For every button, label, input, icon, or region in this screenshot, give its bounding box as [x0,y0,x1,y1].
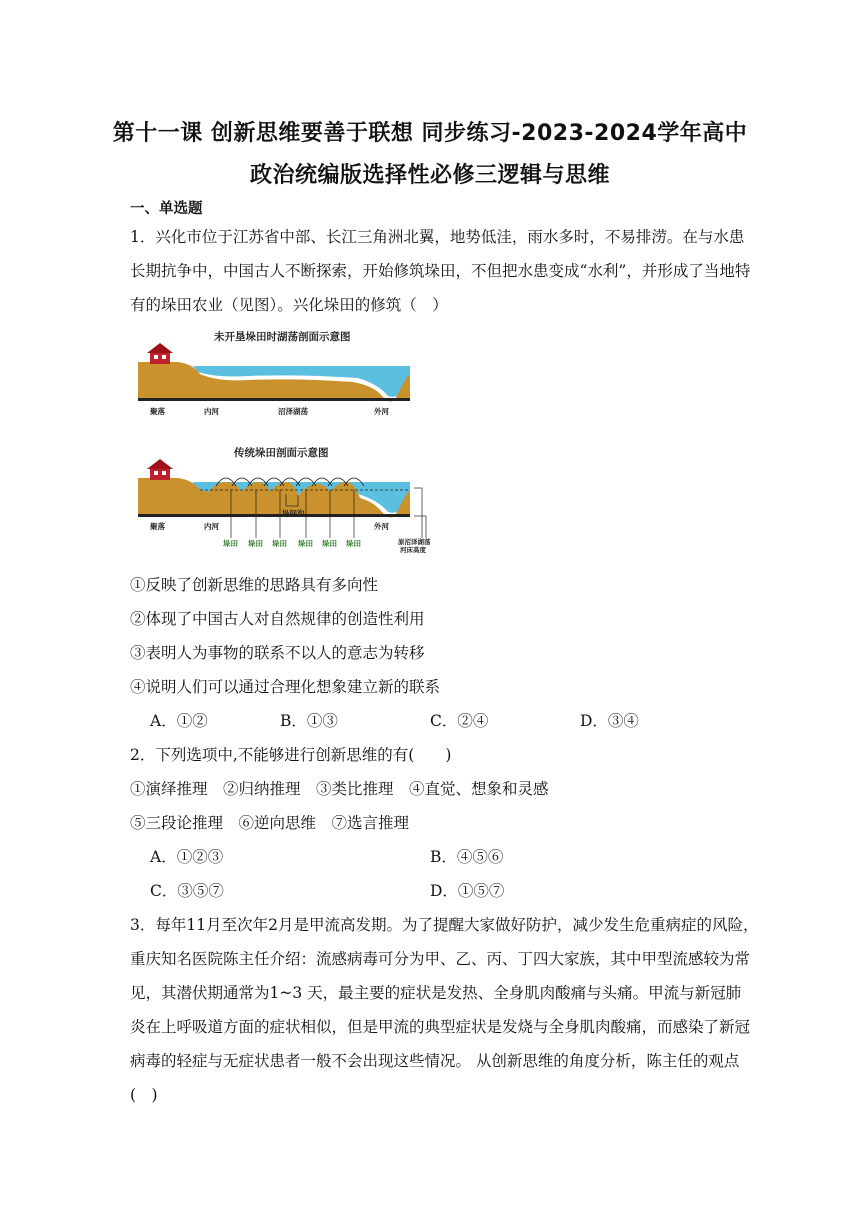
ditch-label: 垛间沟 [282,509,305,518]
bottom-label-settlement: 聚落 [150,522,165,531]
q3-stem-line-4: 炎在上呼吸道方面的症状相似，但是甲流的典型症状是发烧与全身肌肉酸痛，而感染了新冠 [130,1018,751,1036]
section-heading: 一、单选题 [130,201,203,217]
q2-option-c[interactable]: C．③⑤⑦ [150,882,224,900]
bottom-label-inner-river: 内河 [204,522,219,531]
house-icon [147,459,173,480]
side-label-line-2: 河床高度 [400,546,426,554]
q2-statement-line-2: ⑤三段论推理 ⑥逆向思维 ⑦选言推理 [130,814,410,832]
q3-stem-line-5: 病毒的轻症与无症状患者一般不会出现这些情况。 从创新思维的角度分析，陈主任的观点 [130,1052,740,1070]
document-title-line-2: 政治统编版选择性必修三逻辑与思维 [249,163,610,188]
figure-duotian-cross-section [138,442,458,554]
q3-stem-line-2: 重庆知名医院陈主任介绍：流感病毒可分为甲、乙、丙、丁四大家族，其中甲型流感较为常 [130,950,751,968]
field-label-5: 垛田 [322,539,337,548]
q1-statement-3: ③表明人为事物的联系不以人的意志为转移 [130,644,425,662]
figure-untilled-lake-cross-section [138,326,438,422]
side-label-line-1: 原沼泽湖荡 [398,538,431,546]
bottom-baseline [138,514,410,517]
q3-stem-line-1: 3．每年11月至次年2月是甲流高发期。为了提醒大家做好防护，减少发生危重病症的风险， [130,916,759,934]
figure-bottom-caption: 传统垛田剖面示意图 [234,447,329,459]
q1-option-a[interactable]: A．①② [150,712,208,730]
q1-option-b[interactable]: B．①③ [280,712,338,730]
q3-stem-line-6: ( ) [130,1086,158,1104]
top-label-marsh-lake: 沼泽湖荡 [278,407,308,416]
q1-statement-1: ①反映了创新思维的思路具有多向性 [130,576,379,594]
q1-statement-4: ④说明人们可以通过合理化想象建立新的联系 [130,678,441,696]
q1-stem-line-3: 有的垛田农业（见图）。兴化垛田的修筑（ ） [130,296,448,314]
q2-option-b[interactable]: B．④⑤⑥ [430,848,504,866]
top-baseline [138,398,410,401]
house-icon [147,343,173,364]
top-label-inner-river: 内河 [204,407,219,416]
q1-statement-2: ②体现了中国古人对自然规律的创造性利用 [130,610,425,628]
q1-option-c[interactable]: C．②④ [430,712,489,730]
field-label-2: 垛田 [248,539,263,548]
q2-option-d[interactable]: D．①⑤⑦ [430,882,505,900]
figure-top-caption: 未开垦垛田时湖荡剖面示意图 [214,331,351,343]
bottom-label-outer-river: 外河 [374,522,389,531]
top-label-settlement: 聚落 [150,407,165,416]
q1-option-d[interactable]: D．③④ [580,712,639,730]
q1-stem-line-1: 1．兴化市位于江苏省中部、长江三角洲北翼，地势低洼，雨水多时，不易排涝。在与水患 [130,228,745,246]
q1-stem-line-2: 长期抗争中，中国古人不断探索，开始修筑垛田，不但把水患变成“水利”，并形成了当地特 [130,262,751,280]
q2-option-a[interactable]: A．①②③ [150,848,224,866]
field-label-3: 垛田 [272,539,287,548]
document-title-line-1: 第十一课 创新思维要善于联想 同步练习-2023-2024学年高中 [112,121,748,146]
field-label-4: 垛田 [298,539,313,548]
top-label-outer-river: 外河 [374,407,389,416]
q3-stem-line-3: 见，其潜伏期通常为1~3 天，最主要的症状是发热、全身肌肉酸痛与头痛。甲流与新冠肺 [130,984,742,1002]
field-label-6: 垛田 [346,539,361,548]
q2-statement-line-1: ①演绎推理 ②归纳推理 ③类比推理 ④直觉、想象和灵感 [130,780,549,798]
field-label-1: 垛田 [223,539,238,548]
q2-stem: 2．下列选项中,不能够进行创新思维的有( ) [130,746,452,764]
